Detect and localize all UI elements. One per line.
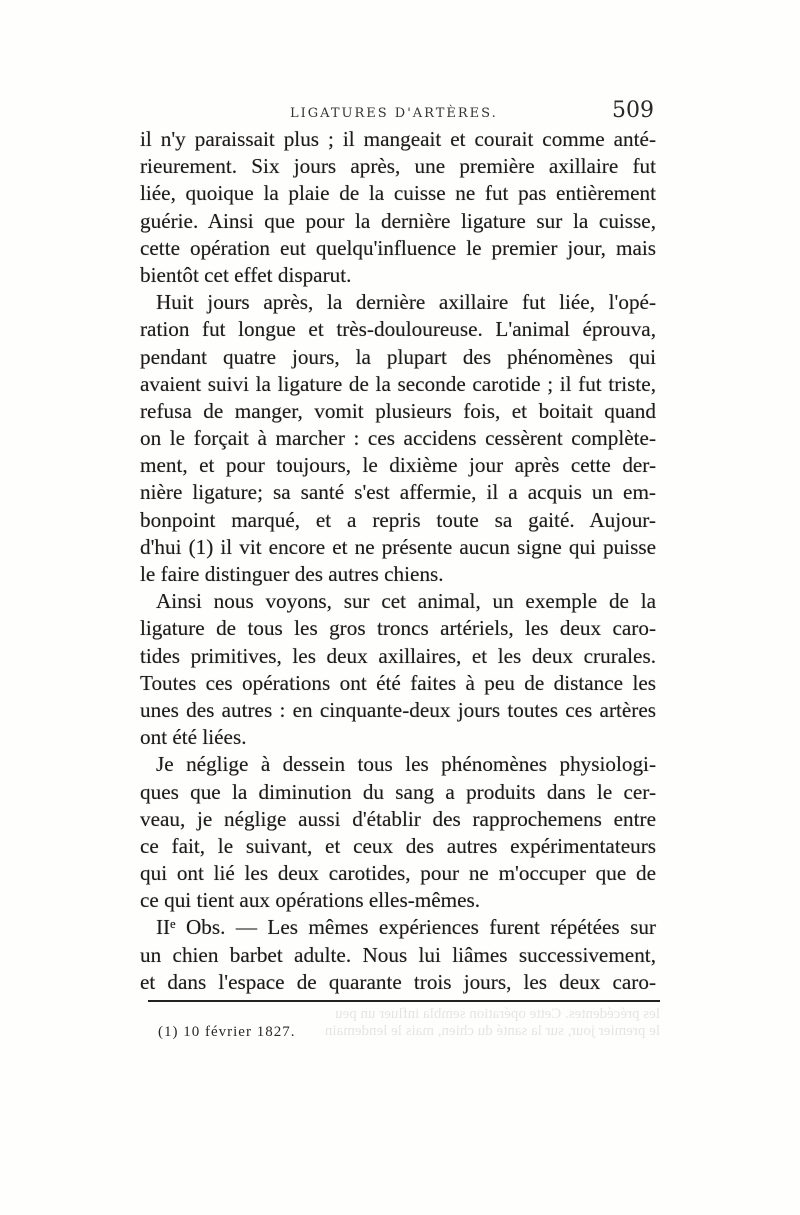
text-line: refusa de manger, vomit plusieurs fois, et boitait quand: [140, 398, 656, 423]
page-number: 509: [612, 98, 654, 123]
bleed-through-line: les précédentes. Cette opération sembla influer un peu: [335, 1006, 660, 1022]
text-line: il n'y paraissait plus ; il mangeait et courait comme anté-: [140, 127, 656, 151]
text-line: qui ont lié les deux carotides, pour ne m'occuper que de: [140, 861, 656, 886]
text-line: tides primitives, les deux axillaires, et les deux crurales.: [140, 643, 656, 668]
text-line: le faire distinguer des autres chiens.: [140, 562, 444, 586]
footnote-rule: [148, 1000, 660, 1002]
text-line: un chien barbet adulte. Nous lui liâmes successivement,: [140, 942, 656, 967]
text-line: on le forçait à marcher : ces accidens cessèrent complète-: [140, 426, 656, 451]
text-line: liée, quoique la plaie de la cuisse ne fut pas entièrement: [140, 181, 656, 206]
text-line: ration fut longue et très-douloureuse. L'animal éprouva,: [140, 317, 656, 342]
text-line: Je néglige à dessein tous les phénomènes physiologi-: [156, 752, 656, 777]
text-line: unes des autres : en cinquante-deux jours toutes ces artères: [140, 697, 656, 722]
text-line: pendant quatre jours, la plupart des phénomènes qui: [140, 344, 656, 369]
bleed-through-line: le premier jour, sur la santé du chien, mais le lendemain: [324, 1023, 660, 1039]
body-text: [140, 126, 656, 996]
text-line: ont été liées.: [140, 725, 247, 750]
text-line: Huit jours après, la dernière axillaire fut liée, l'opé-: [156, 290, 656, 315]
text-line: rieurement. Six jours après, une première axillaire fut: [140, 154, 656, 179]
text-line: d'hui (1) il vit encore et ne présente aucun signe qui puisse: [140, 534, 656, 559]
page-header: [148, 98, 658, 128]
text-line: cette opération eut quelqu'influence le premier jour, mais: [140, 235, 656, 260]
text-line: ce qui tient aux opérations elles-mêmes.: [140, 888, 481, 913]
text-line: Ainsi nous voyons, sur cet animal, un exemple de la: [156, 589, 656, 614]
text-line: Toutes ces opérations ont été faites à peu de distance les: [140, 670, 656, 695]
footnote: (1) 10 février 1827.: [158, 1024, 296, 1040]
text-line: bientôt cet effet disparut.: [140, 262, 352, 287]
text-line: ligature de tous les gros troncs artériels, les deux caro-: [140, 616, 656, 641]
text-line: avaient suivi la ligature de la seconde carotide ; il fut triste,: [140, 371, 656, 396]
text-line: IIᵉ Obs. — Les mêmes expériences furent répétées sur: [156, 915, 656, 940]
text-line: ment, et pour toujours, le dixième jour après cette der-: [140, 453, 656, 478]
text-line: nière ligature; sa santé s'est affermie, il a acquis un em-: [140, 480, 656, 505]
running-title: LIGATURES D'ARTÈRES.: [290, 106, 498, 121]
text-line: bonpoint marqué, et a repris toute sa gaité. Aujour-: [140, 507, 656, 532]
text-line: et dans l'espace de quarante trois jours, les deux caro-: [140, 969, 656, 994]
text-line: guérie. Ainsi que pour la dernière ligature sur la cuisse,: [140, 208, 656, 233]
text-line: ce fait, le suivant, et ceux des autres expérimentateurs: [140, 833, 656, 858]
text-line: veau, je néglige aussi d'établir des rapprochemens entre: [140, 806, 656, 831]
text-line: ques que la diminution du sang a produits dans le cer-: [140, 779, 656, 804]
